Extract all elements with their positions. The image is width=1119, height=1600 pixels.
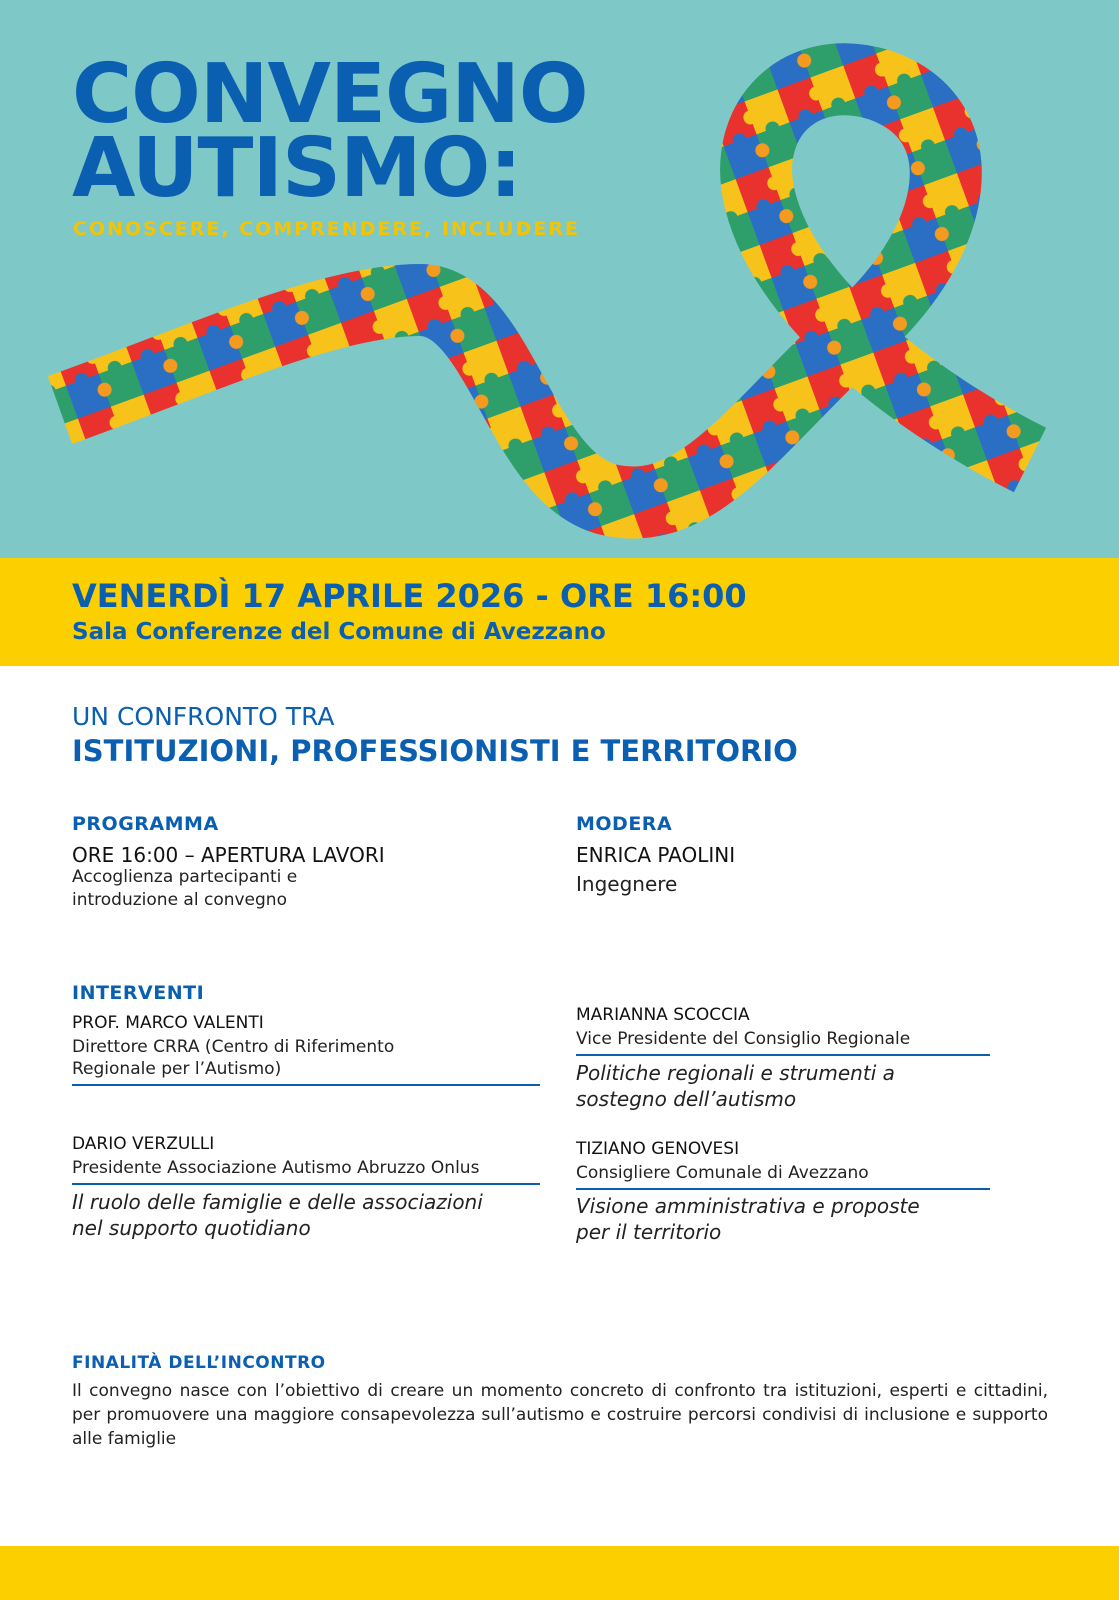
finalita-text: Il convegno nasce con l’obiettivo di creare un momento concreto di confronto tra istituzioni, esperti e cittadini, per promuovere una maggiore consapevolezza sull’autismo e costruire percorsi condivisi di inclusione e supporto alle famiglie [72,1381,1048,1449]
intro-line2: ISTITUZIONI, PROFESSIONISTI E TERRITORIO [72,734,798,768]
title-line1: CONVEGNO [72,47,588,142]
intro-line1: UN CONFRONTO TRA [72,702,335,731]
speaker-topic-line1: Politiche regionali e strumenti a [576,1061,895,1085]
speaker-topic-line2: sostegno dell’autismo [576,1087,797,1111]
programma-item-title: ORE 16:00 – APERTURA LAVORI [72,843,385,867]
speaker-topic-line1: Visione amministrativa e proposte [576,1194,920,1218]
speaker-name: DARIO VERZULLI [72,1134,215,1154]
speaker-role: Consigliere Comunale di Avezzano [576,1162,990,1190]
speaker-role-line1: Direttore CRRA (Centro di Riferimento [72,1037,395,1057]
speaker-topic-line1: Il ruolo delle famiglie e delle associazioni [72,1190,483,1214]
event-venue: Sala Conferenze del Comune di Avezzano [72,619,606,645]
speaker-name: TIZIANO GENOVESI [576,1139,740,1159]
title-line2: AUTISMO: [72,121,522,216]
speaker-role: Vice Presidente del Consiglio Regionale [576,1028,990,1056]
modera-label: MODERA [576,813,673,835]
speaker-topic-line2: nel supporto quotidiano [72,1216,311,1240]
speaker-role: Presidente Associazione Autismo Abruzzo Onlus [72,1157,540,1185]
hero-banner [0,0,1119,558]
speaker-name: PROF. MARCO VALENTI [72,1013,264,1033]
event-title [72,47,588,216]
speaker-topic-line2: per il territorio [576,1220,722,1244]
moderator-role: Ingegnere [576,872,678,896]
speaker-role-line2: Regionale per l’Autismo) [72,1059,282,1079]
programma-label: PROGRAMMA [72,813,219,835]
footer-band [0,1546,1119,1600]
event-date-time: VENERDÌ 17 APRILE 2026 - ORE 16:00 [72,577,747,615]
programma-desc-line1: Accoglienza partecipanti e [72,867,298,887]
finalita-label: FINALITÀ DELL’INCONTRO [72,1353,326,1373]
speaker-name: MARIANNA SCOCCIA [576,1005,750,1025]
interventi-label: INTERVENTI [72,982,205,1004]
moderator-name: ENRICA PAOLINI [576,843,736,867]
speaker-topic [576,1193,920,1245]
programma-desc-line2: introduzione al convegno [72,890,287,910]
speaker-topic [72,1189,483,1241]
speaker-role [72,1036,540,1086]
programma-item-desc [72,866,297,912]
speaker-topic [576,1060,895,1112]
event-subtitle: CONOSCERE, COMPRENDERE, INCLUDERE [73,218,580,240]
